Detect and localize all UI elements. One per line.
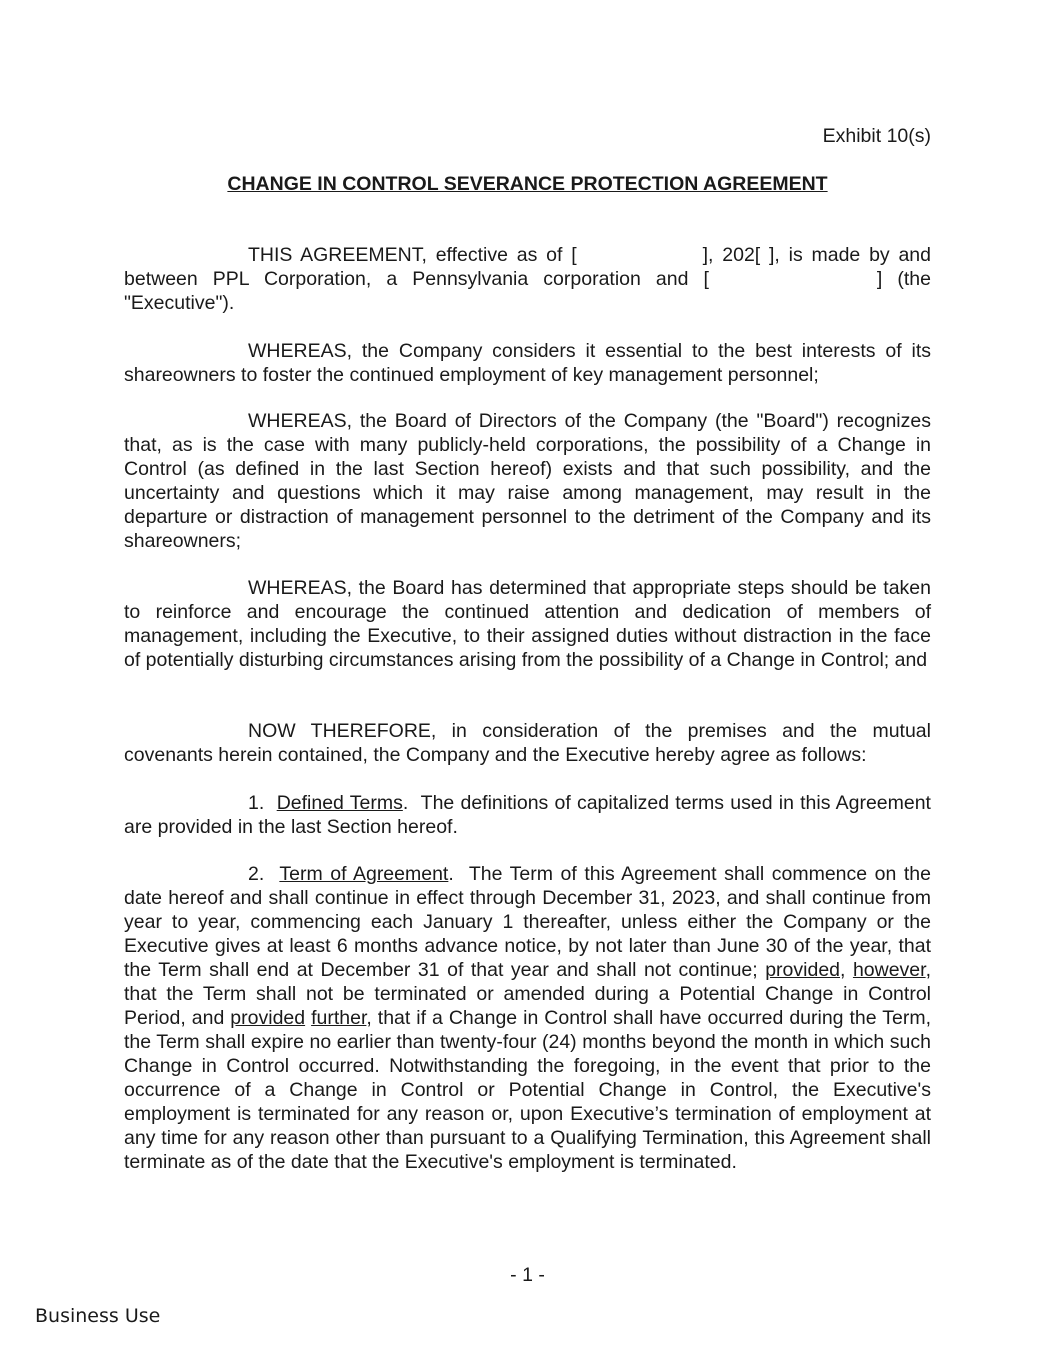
section-2-text-b: , that the Term shall not be terminated or amended during a Potential Change in Control Period, and — [124, 959, 931, 1029]
provided-further-term-2: further — [311, 1007, 367, 1029]
section-2-number: 2. — [248, 863, 265, 885]
section-1-text: The definitions of capitalized terms used in this Agreement are provided in the last Section hereof. — [124, 792, 931, 838]
classification-footer: Business Use — [35, 1305, 161, 1327]
provided-further-term-1: provided — [230, 1007, 306, 1029]
section-1-number: 1. — [248, 792, 265, 814]
section-2-paragraph: 2. Term of Agreement. The Term of this Agreement shall commence on the date hereof and shall continue in effect through December 31, 2023, and shall continue from year to year, commencing each January 1 thereafter, unless either the Company or the Executive gives at least 6 months advance notice, by not later than June 30 of the year, that the Term shall end at December 31 of that year and shall not continue; provided, however, that the Term shall not be terminated or amended during a Potential Change in Control Period, and provided further, that if a Change in Control shall have occurred during the Term, the Term shall expire no earlier than twenty-four (24) months beyond the month in which such Change in Control occurred. Notwithstanding the foregoing, in the event that prior to the occurrence of a Change in Control or Potential Change in Control, the Executive's employment is terminated for any reason or, upon Executive’s termination of employment at any time for any reason other than pursuant to a Qualifying Termination, this Agreement shall terminate as of the date that the Executive's employment is terminated. — [124, 863, 931, 1173]
preamble-part-1: THIS AGREEMENT, effective as of [ — [248, 244, 577, 266]
recital-paragraph-4: NOW THEREFORE, in consideration of the premises and the mutual covenants herein contained, the Company and the Executive hereby agree as follows: — [124, 720, 931, 766]
section-1-heading: Defined Terms — [276, 792, 403, 814]
provided-term: provided — [765, 959, 841, 981]
preamble-part-3: ] (the "Executive"). — [124, 268, 931, 314]
section-2-text-a: The Term of this Agreement shall commence on the date hereof and shall continue in effect through December 31, 2023, and shall continue from year to year, commencing each January 1 thereafter, unless either the Company or the Executive gives at least 6 months advance notice, by not later than June 30 of the year, that the Term shall end at December 31 of that year and shall not continue; — [124, 863, 931, 981]
recital-paragraph-1: WHEREAS, the Company considers it essential to the best interests of its shareowners to foster the continued employment of key management personnel; — [124, 340, 931, 386]
preamble-part-2: ], 202[ ], is made by and between PPL Corporation, a Pennsylvania corporation and [ — [124, 244, 931, 290]
preamble-paragraph — [124, 243, 931, 315]
section-2-heading: Term of Agreement — [279, 863, 449, 885]
exhibit-label: Exhibit 10(s) — [822, 125, 931, 147]
section-2-text-c: , that if a Change in Control shall have occurred during the Term, the Term shall expire no earlier than twenty-four (24) months beyond the month in which such Change in Control occurred. Notwithstanding the foregoing, in the event that prior to the occurrence of a Change in Control or Potential Change in Control, the Executive's employment is terminated for any reason or, upon Executive’s termination of employment at any time for any reason other than pursuant to a Qualifying Termination, this Agreement shall terminate as of the date that the Executive's employment is terminated. — [124, 1007, 931, 1173]
recital-paragraph-3: WHEREAS, the Board has determined that appropriate steps should be taken to reinforce and encourage the continued attention and dedication of members of management, including the Executive, to their assigned duties without distraction in the face of potentially disturbing circumstances arising from the possibility of a Change in Control; and — [124, 577, 931, 671]
recital-paragraph-2: WHEREAS, the Board of Directors of the Company (the "Board") recognizes that, as is the case with many publicly-held corporations, the possibility of a Change in Control (as defined in the last Section hereof) exists and that such possibility, and the uncertainty and questions which it may raise among management, may result in the departure or distraction of management personnel to the detriment of the Company and its shareowners; — [124, 410, 931, 552]
section-1-paragraph: 1. Defined Terms. The definitions of capitalized terms used in this Agreement are provided in the last Section hereof. — [124, 792, 931, 838]
agreement-title: CHANGE IN CONTROL SEVERANCE PROTECTION AGREEMENT — [227, 173, 828, 195]
however-term: however — [852, 959, 926, 981]
page-number: - 1 - — [510, 1264, 545, 1286]
